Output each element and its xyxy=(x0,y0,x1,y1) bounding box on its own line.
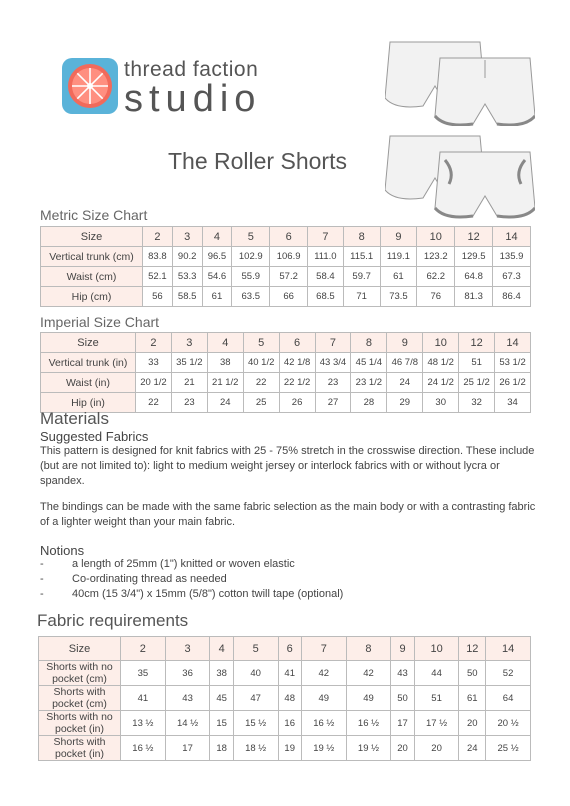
fabric-description: This pattern is designed for knit fabrics with 25 - 75% stretch in the crosswise direction. These include (but are not limited to): light to medium weight jersey or interlock fabrics with or without lycra or spandex. xyxy=(40,445,535,487)
metric-chart-title: Metric Size Chart xyxy=(40,207,148,223)
table-header-cell: 14 xyxy=(486,637,531,661)
table-cell: 16 ½ xyxy=(121,736,166,761)
table-cell: 23 xyxy=(171,393,207,413)
table-cell: 73.5 xyxy=(380,287,417,307)
fabric-requirements-table xyxy=(38,636,531,761)
row-label: Waist (in) xyxy=(41,373,136,393)
table-cell: 40 xyxy=(233,661,278,686)
materials-heading: Materials xyxy=(40,409,109,428)
table-cell: 22 1/2 xyxy=(279,373,315,393)
table-header-cell: 8 xyxy=(343,227,380,247)
table-cell: 19 xyxy=(278,736,301,761)
table-row xyxy=(41,287,531,307)
table-header-row xyxy=(41,333,531,353)
row-label: Vertical trunk (in) xyxy=(41,353,136,373)
table-cell: 38 xyxy=(207,353,243,373)
table-header-cell: 9 xyxy=(391,637,414,661)
table-header-cell: 7 xyxy=(315,333,351,353)
table-cell: 62.2 xyxy=(417,267,455,287)
table-cell: 119.1 xyxy=(380,247,417,267)
table-cell: 44 xyxy=(414,661,459,686)
table-cell: 61 xyxy=(380,267,417,287)
suggested-fabrics-heading: Suggested Fabrics xyxy=(40,429,149,444)
shorts-illustration-front xyxy=(385,38,535,126)
table-cell: 43 xyxy=(391,661,414,686)
table-cell: 15 ½ xyxy=(233,711,278,736)
table-header-cell: 6 xyxy=(279,333,315,353)
row-label: Waist (cm) xyxy=(41,267,143,287)
table-cell: 59.7 xyxy=(343,267,380,287)
table-cell: 27 xyxy=(315,393,351,413)
table-header-cell: 10 xyxy=(414,637,459,661)
table-cell: 35 1/2 xyxy=(171,353,207,373)
table-cell: 23 xyxy=(315,373,351,393)
table-cell: 47 xyxy=(233,686,278,711)
table-header-cell: 9 xyxy=(380,227,417,247)
table-cell: 58.5 xyxy=(172,287,202,307)
table-cell: 56 xyxy=(143,287,173,307)
table-cell: 18 ½ xyxy=(233,736,278,761)
table-cell: 24 xyxy=(459,736,486,761)
table-header-cell: Size xyxy=(41,227,143,247)
notions-heading: Notions xyxy=(40,543,85,558)
table-cell: 33 xyxy=(136,353,172,373)
brand-name-line1: thread faction xyxy=(124,58,259,81)
table-cell: 64 xyxy=(486,686,531,711)
table-header-cell: 5 xyxy=(233,637,278,661)
table-cell: 20 1/2 xyxy=(136,373,172,393)
table-cell: 30 xyxy=(423,393,459,413)
imperial-size-table xyxy=(40,332,531,413)
table-cell: 115.1 xyxy=(343,247,380,267)
brand-logo xyxy=(62,58,118,114)
table-header-cell: Size xyxy=(41,333,136,353)
table-cell: 42 1/8 xyxy=(279,353,315,373)
row-label: Vertical trunk (cm) xyxy=(41,247,143,267)
table-cell: 86.4 xyxy=(493,287,531,307)
table-cell: 76 xyxy=(417,287,455,307)
notion-text: Co-ordinating thread as needed xyxy=(72,573,227,585)
table-cell: 66 xyxy=(270,287,308,307)
table-cell: 43 xyxy=(165,686,210,711)
table-cell: 21 1/2 xyxy=(207,373,243,393)
shorts-illustration-pocket xyxy=(385,132,535,220)
imperial-chart-title: Imperial Size Chart xyxy=(40,314,160,330)
table-cell: 49 xyxy=(346,686,391,711)
table-cell: 42 xyxy=(301,661,346,686)
table-cell: 49 xyxy=(301,686,346,711)
table-cell: 50 xyxy=(391,686,414,711)
table-cell: 41 xyxy=(278,661,301,686)
table-cell: 53.3 xyxy=(172,267,202,287)
table-header-cell: 14 xyxy=(495,333,531,353)
table-cell: 38 xyxy=(210,661,233,686)
row-label: Hip (in) xyxy=(41,393,136,413)
table-header-cell: 12 xyxy=(459,333,495,353)
table-cell: 13 ½ xyxy=(121,711,166,736)
table-cell: 50 xyxy=(459,661,486,686)
table-cell: 34 xyxy=(495,393,531,413)
table-cell: 26 1/2 xyxy=(495,373,531,393)
table-cell: 96.5 xyxy=(202,247,232,267)
table-cell: 51 xyxy=(459,353,495,373)
table-cell: 20 xyxy=(414,736,459,761)
table-cell: 32 xyxy=(459,393,495,413)
table-header-cell: 7 xyxy=(308,227,344,247)
table-cell: 48 xyxy=(278,686,301,711)
table-header-cell: 5 xyxy=(243,333,279,353)
table-cell: 57.2 xyxy=(270,267,308,287)
row-label: Shorts with pocket (in) xyxy=(39,736,121,761)
table-cell: 42 xyxy=(346,661,391,686)
table-cell: 45 1/4 xyxy=(351,353,387,373)
list-item: - Co-ordinating thread as needed xyxy=(40,573,227,585)
table-header-cell: 3 xyxy=(165,637,210,661)
table-row xyxy=(41,247,531,267)
table-header-cell: 3 xyxy=(172,227,202,247)
table-header-cell: 4 xyxy=(210,637,233,661)
table-cell: 106.9 xyxy=(270,247,308,267)
table-row xyxy=(39,686,531,711)
table-cell: 29 xyxy=(387,393,423,413)
binding-description: The bindings can be made with the same fabric selection as the main body or with a contrasting fabric of a lighter weight than your main fabric. xyxy=(40,501,536,528)
table-cell: 21 xyxy=(171,373,207,393)
table-cell: 43 3/4 xyxy=(315,353,351,373)
table-header-cell: 3 xyxy=(171,333,207,353)
row-label: Shorts with no pocket (in) xyxy=(39,711,121,736)
list-item: - a length of 25mm (1") knitted or woven elastic xyxy=(40,558,295,570)
table-cell: 19 ½ xyxy=(301,736,346,761)
table-cell: 46 7/8 xyxy=(387,353,423,373)
table-header-cell: 14 xyxy=(493,227,531,247)
table-header-row xyxy=(41,227,531,247)
table-cell: 64.8 xyxy=(455,267,493,287)
table-row xyxy=(39,661,531,686)
table-cell: 61 xyxy=(202,287,232,307)
table-cell: 24 xyxy=(387,373,423,393)
table-cell: 35 xyxy=(121,661,166,686)
table-row xyxy=(41,373,531,393)
table-cell: 52.1 xyxy=(143,267,173,287)
table-cell: 83.8 xyxy=(143,247,173,267)
notion-text: 40cm (15 3/4") x 15mm (5/8") cotton twill tape (optional) xyxy=(72,588,344,600)
table-header-cell: Size xyxy=(39,637,121,661)
table-cell: 55.9 xyxy=(232,267,270,287)
table-cell: 15 xyxy=(210,711,233,736)
table-header-cell: 9 xyxy=(387,333,423,353)
table-header-cell: 6 xyxy=(278,637,301,661)
table-cell: 24 1/2 xyxy=(423,373,459,393)
table-header-cell: 12 xyxy=(459,637,486,661)
table-cell: 17 xyxy=(391,711,414,736)
grapefruit-icon xyxy=(62,58,118,114)
table-header-cell: 2 xyxy=(136,333,172,353)
page-title: The Roller Shorts xyxy=(168,148,347,174)
metric-size-table xyxy=(40,226,531,307)
table-cell: 20 ½ xyxy=(486,711,531,736)
table-header-row xyxy=(39,637,531,661)
table-header-cell: 4 xyxy=(202,227,232,247)
table-cell: 67.3 xyxy=(493,267,531,287)
table-cell: 18 xyxy=(210,736,233,761)
table-header-cell: 10 xyxy=(417,227,455,247)
table-row xyxy=(41,267,531,287)
table-cell: 81.3 xyxy=(455,287,493,307)
table-cell: 51 xyxy=(414,686,459,711)
table-header-cell: 2 xyxy=(143,227,173,247)
table-cell: 23 1/2 xyxy=(351,373,387,393)
table-cell: 22 xyxy=(136,393,172,413)
table-cell: 123.2 xyxy=(417,247,455,267)
table-header-cell: 7 xyxy=(301,637,346,661)
table-cell: 16 ½ xyxy=(301,711,346,736)
table-cell: 16 xyxy=(278,711,301,736)
row-label: Shorts with no pocket (cm) xyxy=(39,661,121,686)
table-cell: 20 xyxy=(459,711,486,736)
table-header-cell: 8 xyxy=(351,333,387,353)
table-cell: 68.5 xyxy=(308,287,344,307)
notion-text: a length of 25mm (1") knitted or woven elastic xyxy=(72,558,295,570)
table-cell: 54.6 xyxy=(202,267,232,287)
table-header-cell: 4 xyxy=(207,333,243,353)
table-cell: 17 ½ xyxy=(414,711,459,736)
table-cell: 48 1/2 xyxy=(423,353,459,373)
table-cell: 58.4 xyxy=(308,267,344,287)
table-cell: 24 xyxy=(207,393,243,413)
table-cell: 135.9 xyxy=(493,247,531,267)
table-header-cell: 10 xyxy=(423,333,459,353)
table-header-cell: 2 xyxy=(121,637,166,661)
brand-name-line2: studio xyxy=(124,78,262,120)
table-header-cell: 5 xyxy=(232,227,270,247)
table-cell: 90.2 xyxy=(172,247,202,267)
table-row xyxy=(39,736,531,761)
table-cell: 22 xyxy=(243,373,279,393)
table-cell: 16 ½ xyxy=(346,711,391,736)
row-label: Shorts with pocket (cm) xyxy=(39,686,121,711)
table-cell: 41 xyxy=(121,686,166,711)
table-cell: 19 ½ xyxy=(346,736,391,761)
table-cell: 61 xyxy=(459,686,486,711)
table-cell: 111.0 xyxy=(308,247,344,267)
table-row xyxy=(41,353,531,373)
table-cell: 25 1/2 xyxy=(459,373,495,393)
table-cell: 129.5 xyxy=(455,247,493,267)
table-header-cell: 12 xyxy=(455,227,493,247)
table-cell: 52 xyxy=(486,661,531,686)
table-cell: 26 xyxy=(279,393,315,413)
table-cell: 14 ½ xyxy=(165,711,210,736)
table-cell: 20 xyxy=(391,736,414,761)
fabric-requirements-heading: Fabric requirements xyxy=(37,611,189,630)
list-item: - 40cm (15 3/4") x 15mm (5/8") cotton twill tape (optional) xyxy=(40,588,344,600)
row-label: Hip (cm) xyxy=(41,287,143,307)
table-cell: 63.5 xyxy=(232,287,270,307)
table-cell: 53 1/2 xyxy=(495,353,531,373)
table-cell: 45 xyxy=(210,686,233,711)
table-row xyxy=(39,711,531,736)
table-header-cell: 6 xyxy=(270,227,308,247)
table-row xyxy=(41,393,531,413)
table-cell: 102.9 xyxy=(232,247,270,267)
table-header-cell: 8 xyxy=(346,637,391,661)
table-cell: 71 xyxy=(343,287,380,307)
table-cell: 28 xyxy=(351,393,387,413)
table-cell: 40 1/2 xyxy=(243,353,279,373)
table-cell: 36 xyxy=(165,661,210,686)
table-cell: 25 ½ xyxy=(486,736,531,761)
table-cell: 17 xyxy=(165,736,210,761)
table-cell: 25 xyxy=(243,393,279,413)
